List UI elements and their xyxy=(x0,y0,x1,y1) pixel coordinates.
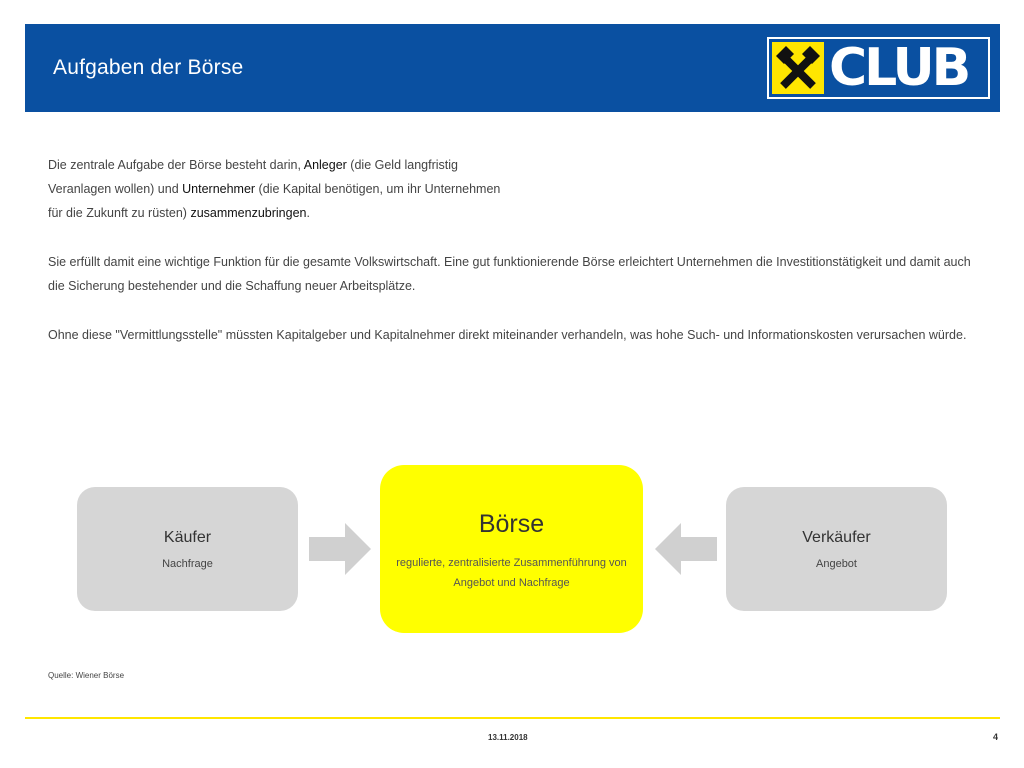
intro-text-3: Veranlagen wollen) und xyxy=(48,182,183,196)
seller-subtitle: Angebot xyxy=(816,558,857,570)
club-logo xyxy=(767,37,990,99)
intro-text-2: (die Geld langfristig xyxy=(346,158,458,172)
logo-text: CLUB xyxy=(829,38,969,98)
paragraph-intermediary: Ohne diese "Vermittlungsstelle" müssten Kapitalgeber und Kapitalnehmer direkt miteinander verhandeln, was hohe Such- und Informationskosten verursachen würde. xyxy=(48,328,967,342)
seller-box xyxy=(726,487,947,611)
paragraph-economy: Sie erfüllt damit eine wichtige Funktion für die gesamte Volkswirtschaft. Eine gut funktionierende Börse erleichtert Unternehmen die Investitionstätigkeit und damit auch die Sicherung bestehender und die Schaffung neuer Arbeitsplätze. xyxy=(48,255,971,293)
footer-date: 13.11.2018 xyxy=(488,733,528,742)
paragraph-intro xyxy=(48,153,568,225)
gable-cross-icon xyxy=(772,42,824,94)
footer-divider xyxy=(25,717,1000,719)
intro-text-5: für die Zukunft zu rüsten) xyxy=(48,206,191,220)
intro-text-1: Die zentrale Aufgabe der Börse besteht darin, xyxy=(48,158,304,172)
arrow-left-icon xyxy=(655,523,717,575)
exchange-title: Börse xyxy=(478,510,545,538)
term-unternehmer: Unternehmer xyxy=(182,182,256,196)
logo-box xyxy=(769,39,988,97)
buyer-subtitle: Nachfrage xyxy=(162,558,213,570)
arrow-right-icon xyxy=(309,523,371,575)
source-note: Quelle: Wiener Börse xyxy=(48,671,125,680)
slide-title: Aufgaben der Börse xyxy=(53,56,244,79)
exchange-box xyxy=(380,465,643,633)
seller-title: Verkäufer xyxy=(802,529,871,546)
buyer-box xyxy=(77,487,298,611)
term-anleger: Anleger xyxy=(303,158,347,172)
intro-text-4: (die Kapital benötigen, um ihr Unternehmen xyxy=(255,182,501,196)
raiffeisen-gable-icon xyxy=(772,42,824,94)
page-number: 4 xyxy=(993,732,999,742)
buyer-title: Käufer xyxy=(163,529,212,546)
intro-text-6: . xyxy=(306,206,310,220)
term-zusammenzubringen: zusammenzubringen xyxy=(190,206,307,220)
exchange-description: regulierte, zentralisierte Zusammenführung von Angebot und Nachfrage xyxy=(396,557,627,589)
